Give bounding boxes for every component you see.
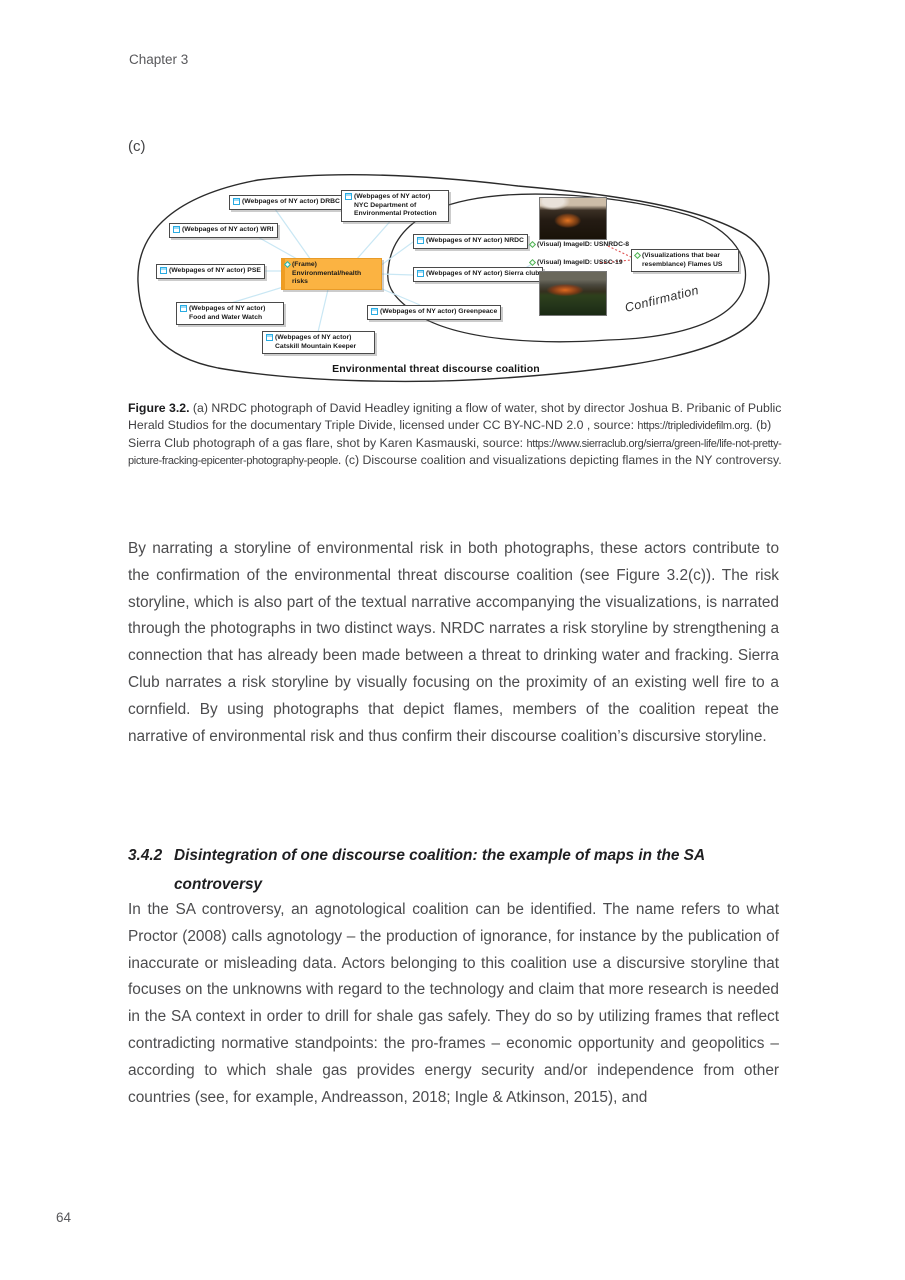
node-label: (Webpages of NY actor) PSE — [169, 267, 261, 274]
visual-diamond-icon — [529, 259, 536, 266]
webpage-icon — [233, 198, 240, 205]
caption-text: (a) NRDC photograph of David Headley igniting a flow of water, shot by director Joshua B. Pribanic of Public Herald Studios for the documentary Triple Divide, licensed under CC BY-NC-ND 2.0 , source: — [128, 401, 782, 432]
section-heading-3-4-2 — [128, 841, 783, 899]
webpage-icon — [371, 308, 378, 315]
body-paragraph-1: By narrating a storyline of environmental risk in both photographs, these actors contribute to the confirmation of the environmental threat discourse coalition (see Figure 3.2(c)). The risk storyline, which is also part of the textual narrative accompanying the visualizations, is narrated through the photographs in two distinct ways. NRDC narrates a risk storyline by strengthening a connection that has already been made between a threat to drinking water and fracking. Sierra Club narrates a risk storyline by visually focusing on the proximity of an existing well fire to a cornfield. By using photographs that depict flames, members of the coalition repeat the narrative of environmental risk and thus confirm their discourse coalition’s discursive storyline. — [128, 540, 780, 745]
visual-label-text: (Visual) ImageID: USNRDC-8 — [537, 241, 630, 248]
caption-url-sierraclub: https://www.sierraclub.org/sierra/green-life/life-not-pretty-picture-fracking-epicenter-photography-people — [128, 437, 782, 468]
running-header: Chapter 3 — [129, 52, 189, 67]
node-label: (Webpages of NY actor) NRDC — [426, 237, 524, 244]
photo-hand-igniting-water — [539, 197, 607, 240]
caption-text: . (b) Sierra Club photograph of a gas flare, shot by Karen Kasmauski, source: — [128, 417, 772, 450]
node-webpages-greenpeace — [367, 305, 501, 320]
confirmation-region-label: Confirmation — [623, 283, 701, 315]
node-label: (Webpages of NY actor) WRI — [182, 226, 274, 233]
node-label: (Webpages of NY actor) Food and Water Watch — [189, 305, 266, 321]
diagram-canvas — [126, 170, 786, 394]
node-webpages-sierra-club — [413, 267, 543, 282]
node-webpages-nrdc — [413, 234, 528, 249]
node-webpages-wri — [169, 223, 278, 238]
node-webpages-drbc — [229, 195, 344, 210]
figure-caption — [128, 400, 784, 470]
node-visualizations-flames-us — [631, 249, 739, 272]
webpage-icon — [417, 270, 424, 277]
node-webpages-food-and-water-watch — [176, 302, 284, 325]
visual-label-ussc-19 — [530, 259, 623, 266]
node-label: (Webpages of NY actor) Catskill Mountain Keeper — [275, 334, 357, 350]
page-number: 64 — [56, 1210, 72, 1225]
caption-text: . (c) Discourse coalition and visualizations depicting flames in the NY controversy. — [337, 453, 782, 468]
webpage-icon — [345, 193, 352, 200]
node-webpages-nyc-dep — [341, 190, 449, 222]
photo-gas-flare-cornfield — [539, 271, 607, 316]
panel-label-text: (c) — [128, 138, 146, 155]
coalition-region-label: Environmental threat discourse coalition — [332, 363, 540, 375]
caption-url-tripledivide: https://tripledividefilm.org — [637, 419, 750, 432]
node-label: (Frame) Environmental/health risks — [292, 261, 362, 286]
section-title: Disintegration of one discourse coalition: the example of maps in the SA controversy — [174, 847, 705, 893]
node-label: (Webpages of NY actor) Greenpeace — [380, 308, 498, 315]
section-number: 3.4.2 — [128, 847, 163, 864]
figure-panel-label — [128, 138, 146, 155]
node-label: (Visualizations that bear resemblance) Flames US — [642, 252, 723, 268]
node-webpages-catskill-mountain-keeper — [262, 331, 375, 354]
webpage-icon — [173, 226, 180, 233]
node-webpages-pse — [156, 264, 265, 279]
node-frame-environmental-health-risks — [281, 258, 382, 290]
webpage-icon — [180, 305, 187, 312]
body-paragraph-2: In the SA controversy, an agnotological coalition can be identified. The name refers to what Proctor (2008) calls agnotology – the production of ignorance, for instance by the publication of inaccurate or misleading data. Actors belonging to this coalition use a discursive storyline that focuses on the unknowns with regard to the technology and claim that more research is needed in the SA context in order to drill for shale gas safely. They do so by utilizing frames that reflect contradicting normative standpoints: the pro-frames – economic opportunity and geopolitics – according to which shale gas provides energy security and/or independence from other countries (see, for example, Andreasson, 2018; Ingle & Atkinson, 2015), and — [128, 901, 779, 1106]
node-label: (Webpages of NY actor) Sierra club — [426, 270, 540, 277]
figure-caption-number: Figure 3.2. — [128, 401, 190, 415]
webpage-icon — [266, 334, 273, 341]
visual-label-text: (Visual) ImageID: USSC-19 — [537, 259, 623, 266]
node-label: (Webpages of NY actor) DRBC — [242, 198, 340, 205]
figure-3-2c-diagram — [126, 170, 786, 394]
frame-diamond-icon — [284, 261, 291, 268]
visual-diamond-icon — [634, 252, 641, 259]
visual-diamond-icon — [529, 241, 536, 248]
webpage-icon — [417, 237, 424, 244]
node-label: (Webpages of NY actor) NYC Department of Environmental Protection — [354, 193, 437, 218]
webpage-icon — [160, 267, 167, 274]
visual-label-usnrdc-8 — [530, 241, 629, 248]
